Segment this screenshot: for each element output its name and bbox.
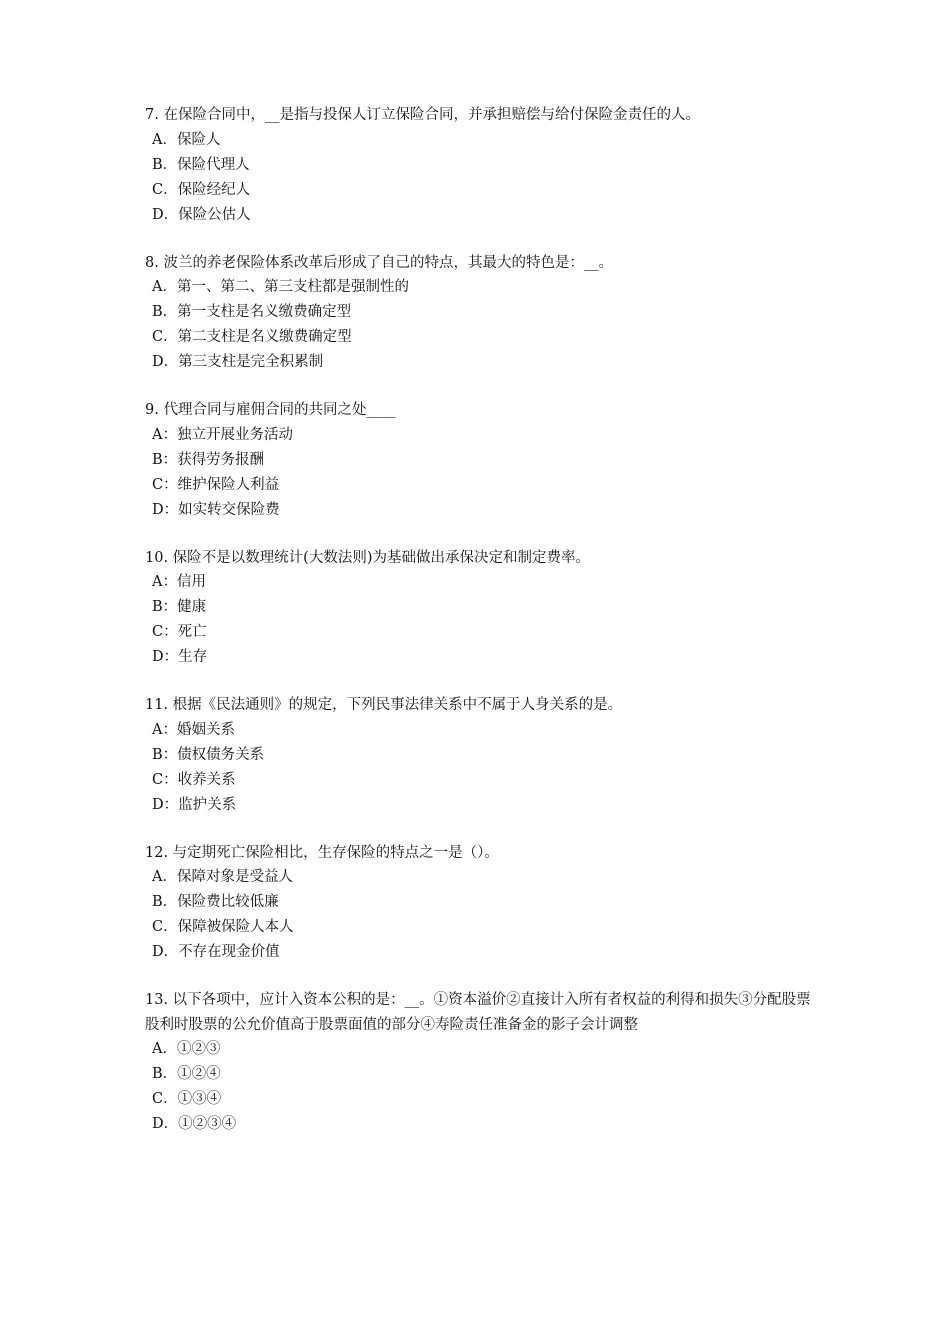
option-b: B．保险费比较低廉 <box>152 894 279 910</box>
option-c: C：死亡 <box>152 624 207 640</box>
option-b: B．保险代理人 <box>152 156 250 173</box>
option-b: B．①②④ <box>152 1066 221 1082</box>
question-8 <box>145 251 815 376</box>
option-c: C：维护保险人利益 <box>152 476 280 493</box>
option-a: A．第一、第二、第三支柱都是强制性的 <box>152 279 409 295</box>
option-a: A．保险人 <box>152 131 221 148</box>
option-d: D．保险公估人 <box>152 206 251 223</box>
question-12 <box>145 841 815 966</box>
question-stem: 11. 根据《民法通则》的规定，下列民事法律关系中不属于人身关系的是。 <box>145 697 623 713</box>
question-stem: 10. 保险不是以数理统计(大数法则)为基础做出承保决定和制定费率。 <box>145 549 590 566</box>
option-a: A：婚姻关系 <box>152 721 235 738</box>
question-7 <box>145 103 815 228</box>
option-b: B．第一支柱是名义缴费确定型 <box>152 304 352 320</box>
option-d: D：监护关系 <box>152 796 237 813</box>
option-b: B：健康 <box>152 599 207 615</box>
option-d: D．①②③④ <box>152 1116 237 1132</box>
question-stem: 8. 波兰的养老保险体系改革后形成了自己的特点，其最大的特色是：__。 <box>145 254 613 271</box>
question-stem: 12. 与定期死亡保险相比，生存保险的特点之一是（）。 <box>145 844 499 861</box>
option-d: D．第三支柱是完全积累制 <box>152 354 324 370</box>
question-stem: 7. 在保险合同中，__是指与投保人订立保险合同，并承担赔偿与给付保险金责任的人。 <box>145 107 700 123</box>
question-13 <box>145 988 815 1137</box>
question-11 <box>145 693 815 818</box>
option-d: D：如实转交保险费 <box>152 501 280 518</box>
option-c: C．保险经纪人 <box>152 181 251 198</box>
question-list <box>145 103 815 1160</box>
option-b: B：获得劳务报酬 <box>152 451 265 468</box>
option-b: B：债权债务关系 <box>152 746 265 763</box>
option-c: C．保障被保险人本人 <box>152 919 294 935</box>
option-a: A：信用 <box>152 574 206 590</box>
option-c: C：收养关系 <box>152 771 236 788</box>
question-stem: 9. 代理合同与雇佣合同的共同之处____ <box>145 402 396 418</box>
question-stem: 13. 以下各项中，应计入资本公积的是：__。①资本溢价②直接计入所有者权益的利得和损失③分配股票股利时股票的公允价值高于股票面值的部分④寿险责任准备金的影子会计调整 <box>145 992 811 1033</box>
option-a: A：独立开展业务活动 <box>152 426 293 443</box>
question-9 <box>145 398 815 523</box>
option-d: D：生存 <box>152 649 208 665</box>
option-c: C．第二支柱是名义缴费确定型 <box>152 329 352 345</box>
option-a: A．①②③ <box>152 1041 221 1057</box>
question-10 <box>145 546 815 671</box>
option-d: D．不存在现金价值 <box>152 944 280 960</box>
option-c: C．①③④ <box>152 1091 222 1107</box>
option-a: A．保障对象是受益人 <box>152 869 293 885</box>
